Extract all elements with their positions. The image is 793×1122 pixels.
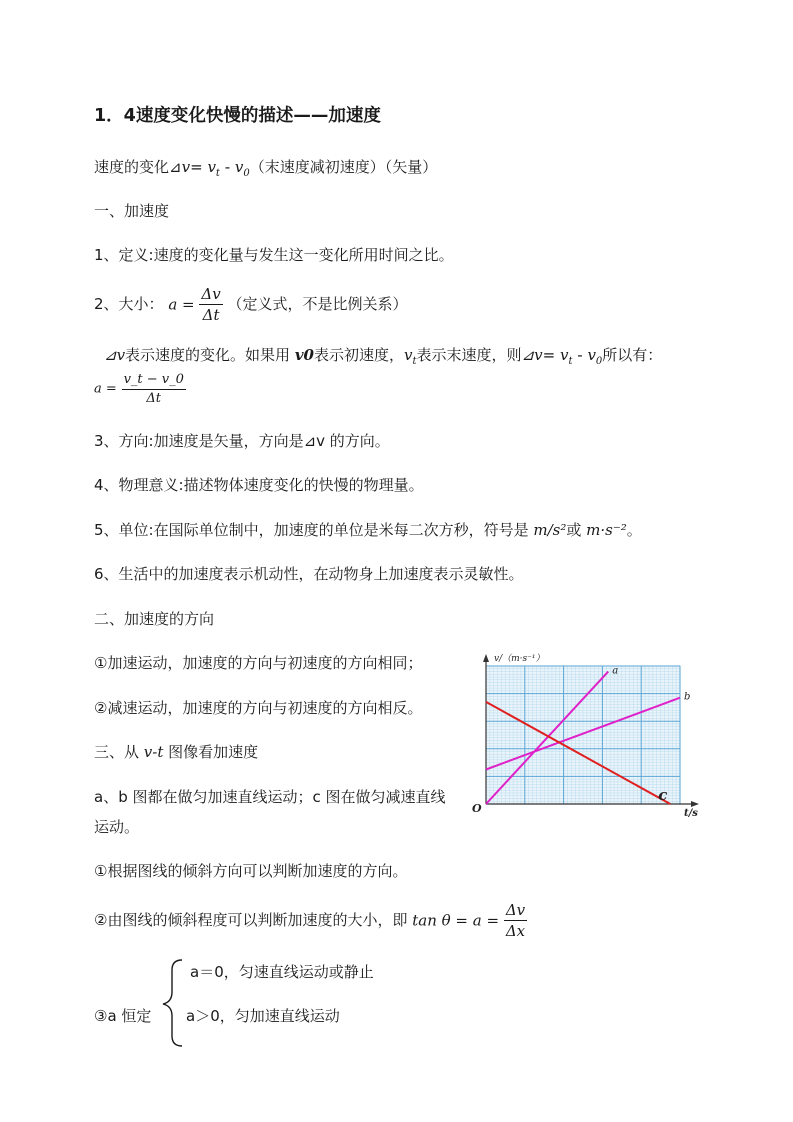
curly-brace [160,958,186,1048]
y-axis-label: v/（m·s⁻¹） [494,654,545,664]
velocity-change-suffix: （末速度减初速度）（矢量） [249,158,438,176]
section-heading-direction: 二、加速度的方向 [94,610,215,628]
vt-minus-v0-fraction [122,372,186,407]
delta-symbol: ⊿ [169,158,182,176]
origin-label: O [472,802,482,815]
a-equals: a = [168,295,195,314]
delta-v: v [181,158,191,176]
acceleration-direction-1: ①加速运动，加速度的方向与初速度的方向相同； [94,654,423,672]
case-uniform: a＝0，匀速直线运动或静止 [190,963,374,981]
definition-line: 1、定义:速度的变化量与发生这一变化所用时间之比。 [94,246,454,264]
explain-v0: v0 [294,346,314,364]
graph-description-1: a、b 图都在做匀加速直线运动；c 图在做匀减速直线 [94,788,446,806]
page-title: 1．4速度变化快慢的描述——加速度 [94,106,381,126]
x-axis-arrow [691,801,699,807]
physical-meaning-line: 4、物理意义:描述物体速度变化的快慢的物理量。 [94,476,424,494]
tip-2 [94,900,527,941]
tip2-denominator: Δx [505,922,526,940]
unit-symbol-2: m·s⁻² [586,521,627,539]
constant-a-label: ③a 恒定 [94,1007,152,1025]
explain-vt-sub: t [412,356,417,367]
explain-text-3: 表示末速度，则 [416,346,522,364]
tip2-numerator: Δv [505,901,526,919]
explain-delta-v-2: ⊿v [521,346,543,364]
explain-text-1: 表示速度的变化。如果用 [125,346,291,364]
series-label-c: c [658,786,668,804]
dv-over-dx-fraction [504,901,527,940]
explain-delta-v: ⊿v [104,346,126,364]
section3-vt: v-t [143,743,164,761]
life-application-line: 6、生活中的加速度表示机动性，在动物身上加速度表示灵敏性。 [94,565,524,583]
explain-vt-2: v [559,346,569,364]
vt-symbol: v [207,158,216,176]
explain-v0-2-sub: 0 [595,356,603,367]
magnitude-prefix: 2、大小： [94,295,164,313]
case-accelerated: a＞0，匀加速直线运动 [186,1007,340,1025]
unit-end: 。 [626,521,642,539]
dv-over-dt-fraction [199,285,222,324]
equals-sign: = [190,158,203,176]
velocity-change-prefix: 速度的变化 [94,158,170,176]
explain-equals: = [542,346,556,364]
explain-text-4: 所以有： [602,346,663,364]
section-heading-acceleration: 一、加速度 [94,202,170,220]
magnitude-line [94,284,408,325]
series-label-b: b [684,691,691,703]
direction-line: 3、方向:加速度是矢量，方向是⊿v 的方向。 [94,432,390,450]
vt-subscript: t [215,168,220,179]
fraction-numerator: Δv [201,285,221,303]
tan-theta-equals: tan θ = a = [412,911,500,930]
unit-or: 或 [566,521,587,539]
v0-subscript: 0 [243,168,250,179]
section3-suffix: 图像看加速度 [163,743,259,761]
velocity-change-line [94,157,437,184]
x-axis-label: t/s [684,808,698,819]
series-label-a: a [612,665,619,677]
formula-denominator: Δt [146,391,162,406]
vt-chart [466,644,706,824]
unit-prefix: 5、单位:在国际单位制中，加速度的单位是米每二次方秒，符号是 [94,521,534,539]
tip2-prefix: ②由图线的倾斜程度可以判断加速度的大小，即 [94,911,413,929]
explain-vt-2-sub: t [568,356,573,367]
fraction-denominator: Δt [202,306,220,324]
unit-symbol-1: m/s² [533,521,567,539]
magnitude-suffix: （定义式，不是比例关系） [227,295,408,313]
section3-prefix: 三、从 [94,743,144,761]
formula-numerator: v_t − v_0 [122,372,186,390]
graph-description-2: 运动。 [94,818,140,836]
unit-line [94,520,642,540]
acceleration-direction-2: ②减速运动，加速度的方向与初速度的方向相反。 [94,699,423,717]
explanation-line [104,345,662,372]
y-axis-arrow [483,654,489,662]
explain-v0-2: v [587,346,596,364]
tip-1: ①根据图线的倾斜方向可以判断加速度的方向。 [94,862,408,880]
explain-vt: v [404,346,413,364]
section-heading-vt-graph [94,742,258,762]
formula-line [94,370,186,409]
v0-symbol: v [234,158,244,176]
formula-a-equals: a = [94,381,117,397]
minus-sign: - [224,158,235,176]
explain-minus: - [577,346,588,364]
explain-text-2: 表示初速度， [314,346,405,364]
